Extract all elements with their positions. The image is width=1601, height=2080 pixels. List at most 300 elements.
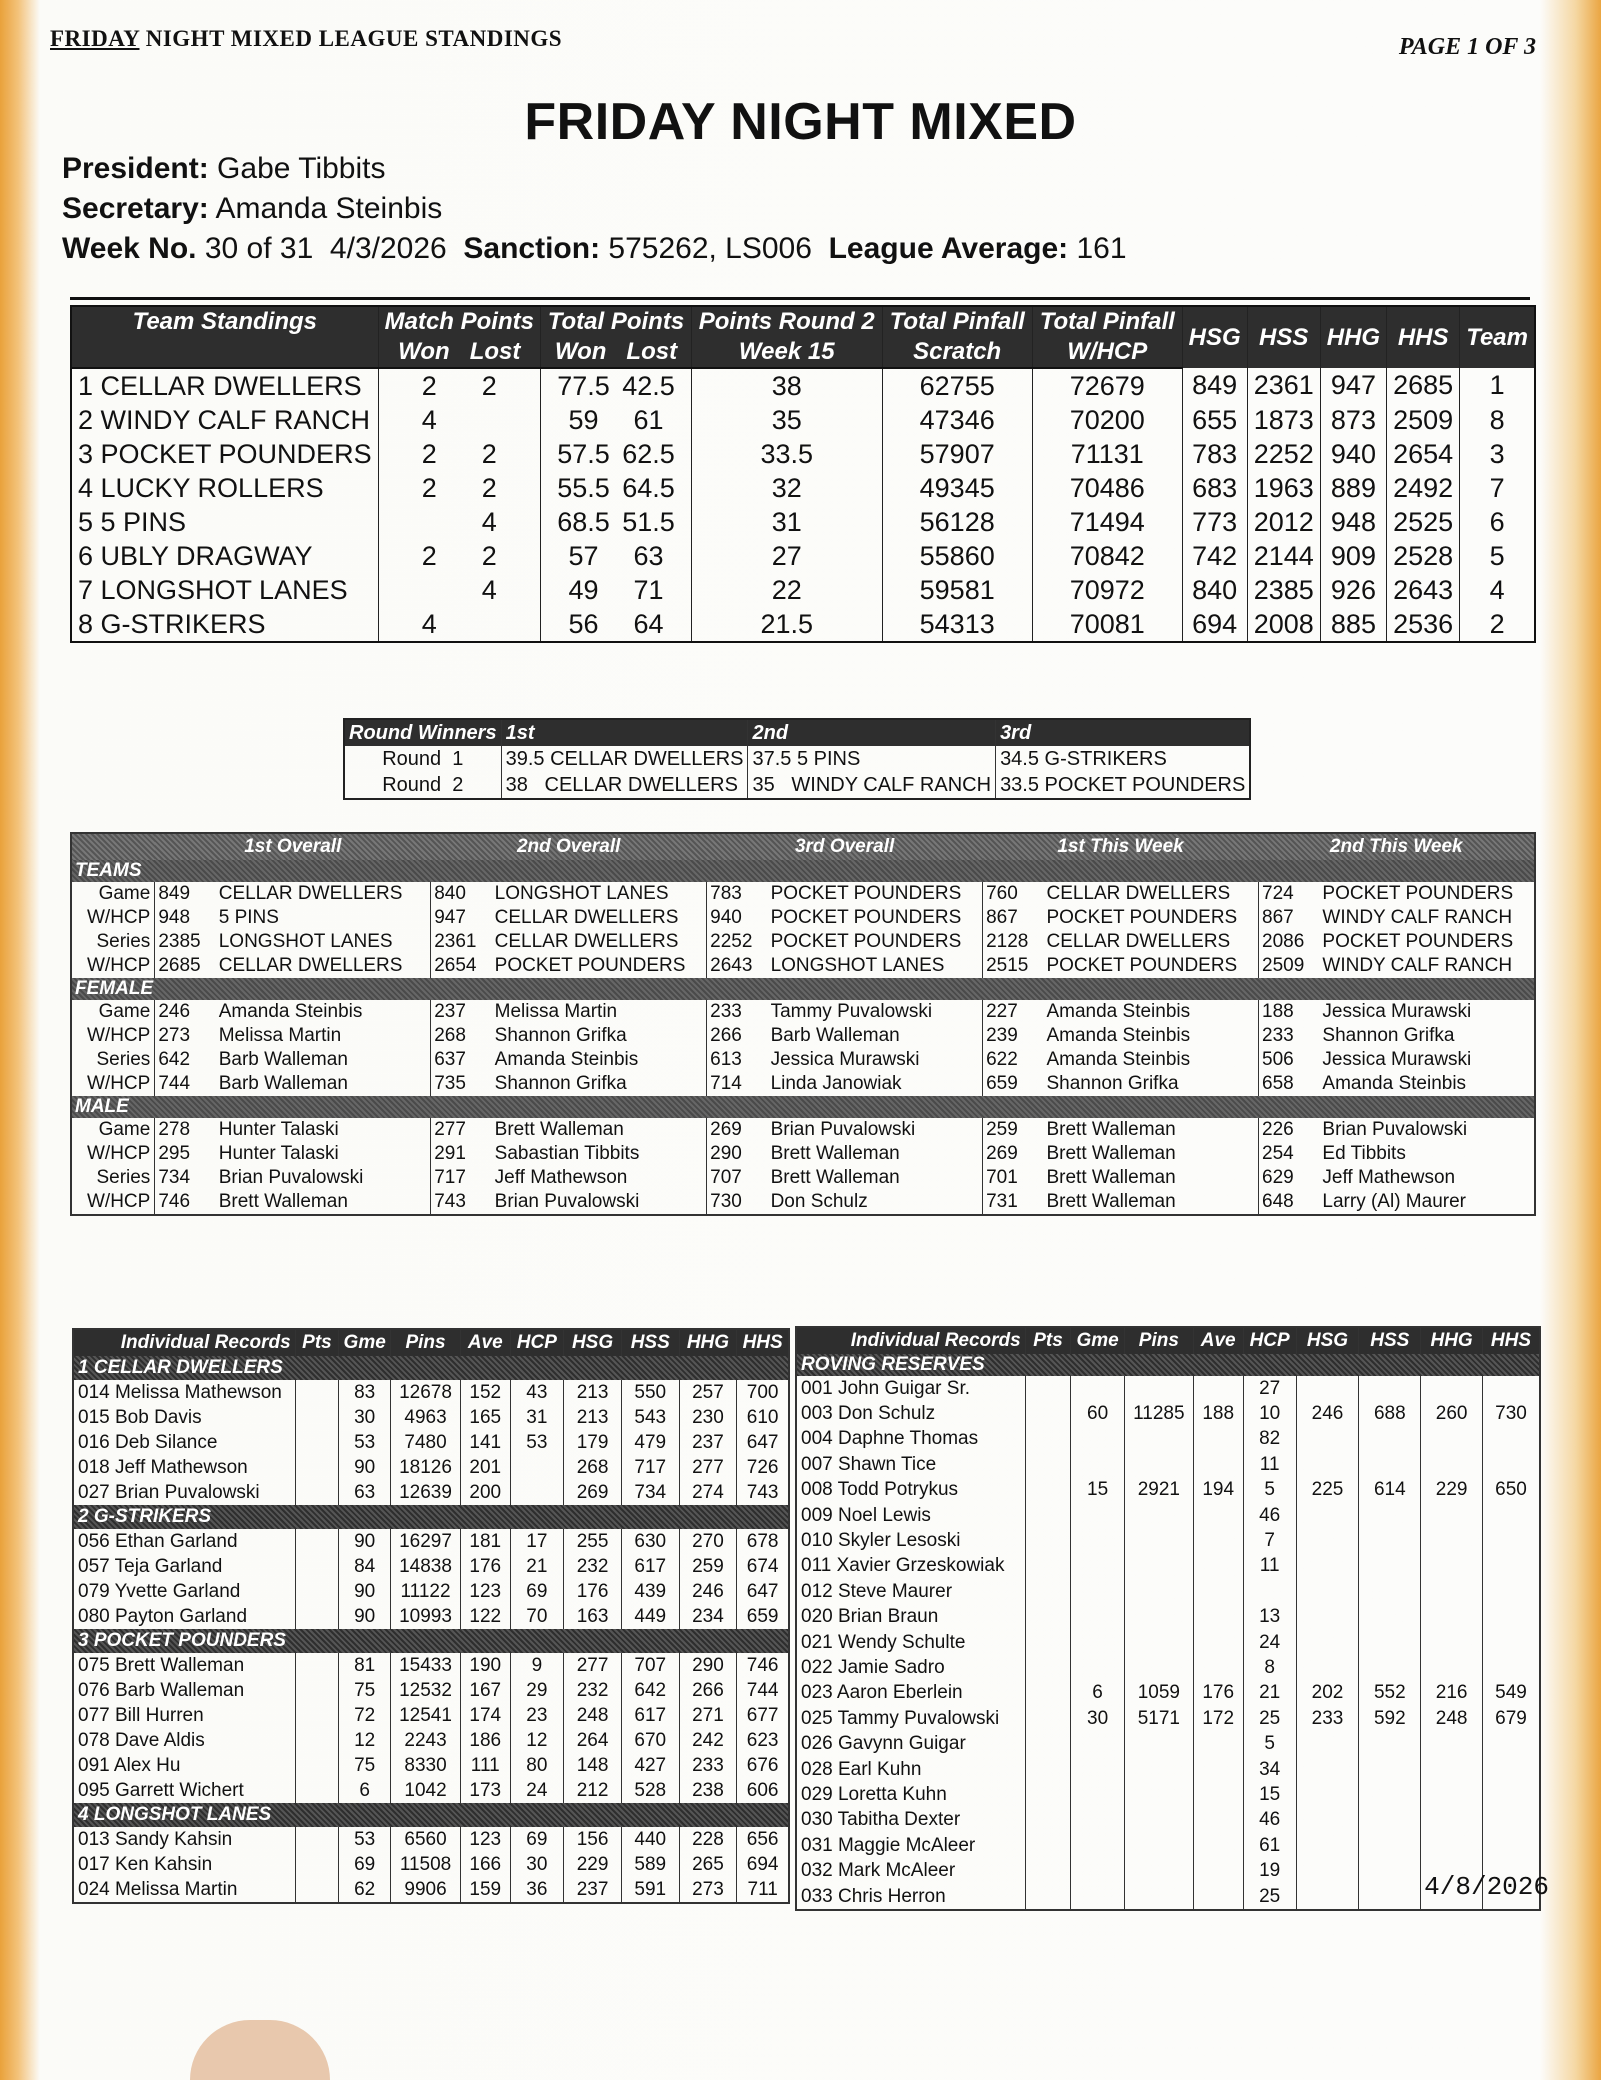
- bowler-stat: 63: [339, 1480, 391, 1505]
- bowler-row: [73, 1480, 789, 1505]
- bowler-row: [73, 1728, 789, 1753]
- individual-records-header: [73, 1329, 789, 1356]
- bowler-stat: 72: [339, 1703, 391, 1728]
- team-name: 8 G-STRIKERS: [78, 608, 266, 639]
- bowler-stat: [295, 1405, 339, 1430]
- bowler-stat: [1482, 1757, 1540, 1782]
- bowler-stat: [1124, 1605, 1193, 1630]
- individual-head: HCP: [510, 1329, 564, 1356]
- records-score: 233: [707, 1000, 768, 1024]
- records-holder: Brett Walleman: [1046, 1119, 1176, 1140]
- standings-tm: 7: [1460, 471, 1535, 505]
- team-name: 3 POCKET POUNDERS: [78, 438, 372, 469]
- team-section-name: 3 POCKET POUNDERS: [73, 1629, 789, 1653]
- bowler-stat: 75: [339, 1753, 391, 1778]
- records-head-spacer: [71, 833, 155, 860]
- team-name: 6 UBLY DRAGWAY: [78, 540, 313, 571]
- bowler-stat: 233: [679, 1753, 737, 1778]
- bowler-stat: 15: [1071, 1478, 1125, 1503]
- standings-scr: 57907: [882, 437, 1032, 471]
- bowler-name: 008 Todd Potrykus: [796, 1478, 1025, 1503]
- records-label: Game: [98, 1001, 151, 1022]
- bowler-name: 029 Loretta Kuhn: [796, 1782, 1025, 1807]
- bowler-stat: 9906: [391, 1877, 461, 1903]
- bowler-stat: 43: [510, 1380, 564, 1405]
- bowler-stat: 12532: [391, 1678, 461, 1703]
- standings-hsg: 849: [1182, 368, 1247, 403]
- records-holder: POCKET POUNDERS: [770, 907, 962, 928]
- bowler-stat: 11285: [1124, 1401, 1193, 1426]
- bowler-name: 027 Brian Puvalowski: [73, 1480, 295, 1505]
- bowler-stat: [1359, 1833, 1421, 1858]
- standings-hhg: 909: [1320, 539, 1386, 573]
- bowler-stat: 694: [737, 1852, 789, 1877]
- standings-head: Points Round 2: [691, 306, 882, 337]
- secretary-line: [62, 192, 442, 226]
- individual-head: Pins: [391, 1329, 461, 1356]
- standings-row: [71, 573, 1535, 607]
- bowler-stat: 277: [564, 1653, 622, 1678]
- records-holder: Jeff Mathewson: [494, 1167, 628, 1188]
- bowler-stat: [295, 1529, 339, 1554]
- standings-hhs: 2643: [1387, 573, 1460, 607]
- bowler-stat: 232: [564, 1554, 622, 1579]
- bowler-stat: [1296, 1605, 1359, 1630]
- bowler-stat: [295, 1604, 339, 1629]
- bowler-stat: 24: [510, 1778, 564, 1803]
- bowler-name: 026 Gavynn Guigar: [796, 1731, 1025, 1756]
- bowler-stat: 90: [339, 1579, 391, 1604]
- records-holder: 5 PINS: [218, 907, 279, 928]
- bowler-stat: [1124, 1554, 1193, 1579]
- individual-head: HSS: [1359, 1327, 1421, 1354]
- bowler-stat: 11: [1243, 1452, 1296, 1477]
- bowler-stat: 21: [1243, 1681, 1296, 1706]
- bowler-row: [796, 1706, 1540, 1731]
- bowler-stat: 670: [621, 1728, 679, 1753]
- individual-records-left: [72, 1328, 790, 1904]
- records-row: [71, 1118, 1535, 1142]
- bowler-row: [796, 1528, 1540, 1553]
- individual-head: HHG: [679, 1329, 737, 1356]
- bowler-stat: [1421, 1605, 1483, 1630]
- bowler-stat: [1025, 1503, 1070, 1528]
- bowler-row: [73, 1703, 789, 1728]
- bowler-name: 001 John Guigar Sr.: [796, 1376, 1025, 1401]
- bowler-row: [73, 1529, 789, 1554]
- bowler-stat: 30: [1071, 1706, 1125, 1731]
- bowler-name: 077 Bill Hurren: [73, 1703, 295, 1728]
- bowler-stat: 688: [1359, 1401, 1421, 1426]
- bowler-stat: 159: [460, 1877, 510, 1903]
- individual-head: Ave: [1193, 1327, 1243, 1354]
- records-score: 744: [155, 1072, 216, 1096]
- records-row: [71, 930, 1535, 954]
- records-holder: LONGSHOT LANES: [494, 883, 669, 904]
- match-points: [378, 403, 540, 437]
- bowler-stat: [1243, 1579, 1296, 1604]
- standings-row: [71, 539, 1535, 573]
- bowler-stat: [1071, 1731, 1125, 1756]
- bowler-stat: 257: [679, 1380, 737, 1405]
- standings-hss: 2361: [1247, 368, 1320, 403]
- bowler-stat: [1124, 1452, 1193, 1477]
- bowler-stat: 678: [737, 1529, 789, 1554]
- bowler-name: 079 Yvette Garland: [73, 1579, 295, 1604]
- bowler-stat: [295, 1678, 339, 1703]
- records-score: 254: [1259, 1142, 1320, 1166]
- bowler-stat: 11508: [391, 1852, 461, 1877]
- standings-hhg: 940: [1320, 437, 1386, 471]
- bowler-stat: 12639: [391, 1480, 461, 1505]
- match-won: 2: [421, 472, 437, 503]
- standings-hss: 1963: [1247, 471, 1320, 505]
- standings-subhead: Won Lost: [540, 337, 691, 368]
- records-score: 707: [707, 1166, 768, 1190]
- league-average-label: League Average:: [828, 232, 1069, 265]
- bowler-stat: 246: [1296, 1401, 1359, 1426]
- records-holder: Brian Puvalowski: [218, 1167, 364, 1188]
- bowler-stat: [1296, 1833, 1359, 1858]
- bowler-name: 033 Chris Herron: [796, 1884, 1025, 1910]
- bowler-stat: 53: [510, 1430, 564, 1455]
- bowler-stat: 202: [1296, 1681, 1359, 1706]
- bowler-stat: 552: [1359, 1681, 1421, 1706]
- bowler-stat: [1193, 1655, 1243, 1680]
- match-won: 4: [421, 608, 437, 639]
- standings-header-row-1: [71, 306, 1535, 337]
- standings-scr: 55860: [882, 539, 1032, 573]
- records-holder: CELLAR DWELLERS: [218, 955, 403, 976]
- bowler-stat: [1359, 1427, 1421, 1452]
- records-label: W/HCP: [86, 955, 151, 976]
- bowler-stat: 274: [679, 1480, 737, 1505]
- bowler-row: [73, 1852, 789, 1877]
- records-table: [70, 832, 1536, 1216]
- bowler-row: [73, 1430, 789, 1455]
- bowler-stat: [1296, 1579, 1359, 1604]
- records-holder: Tammy Puvalowski: [770, 1001, 933, 1022]
- bowler-stat: 188: [1193, 1401, 1243, 1426]
- bowler-name: 009 Noel Lewis: [796, 1503, 1025, 1528]
- bowler-stat: [1193, 1528, 1243, 1553]
- standings-hss: 2144: [1247, 539, 1320, 573]
- records-score: 867: [1259, 906, 1320, 930]
- standings-head: Team Standings: [132, 308, 318, 335]
- bowler-stat: [1025, 1605, 1070, 1630]
- bowler-stat: [295, 1703, 339, 1728]
- standings-hhs: 2685: [1387, 368, 1460, 403]
- round-winners-head: 1st: [501, 719, 748, 746]
- bowler-stat: [1359, 1884, 1421, 1910]
- bowler-stat: 273: [679, 1877, 737, 1903]
- records-holder: POCKET POUNDERS: [494, 955, 686, 976]
- bowler-stat: [1421, 1655, 1483, 1680]
- records-section: [71, 978, 1535, 1000]
- bowler-stat: 69: [510, 1827, 564, 1852]
- records-section-name: TEAMS: [71, 860, 1535, 882]
- bowler-name: 091 Alex Hu: [73, 1753, 295, 1778]
- records-holder: Amanda Steinbis: [1046, 1001, 1191, 1022]
- bowler-stat: [1296, 1554, 1359, 1579]
- bowler-stat: 427: [621, 1753, 679, 1778]
- standings-hcp: 70972: [1032, 573, 1182, 607]
- bowler-stat: 165: [460, 1405, 510, 1430]
- bowler-stat: 11: [1243, 1554, 1296, 1579]
- bowler-stat: 248: [1421, 1706, 1483, 1731]
- bowler-stat: 6560: [391, 1827, 461, 1852]
- league-header-rest: NIGHT MIXED LEAGUE STANDINGS: [139, 26, 563, 51]
- bowler-name: 014 Melissa Mathewson: [73, 1380, 295, 1405]
- records-score: 227: [983, 1000, 1044, 1024]
- bowler-stat: 34: [1243, 1757, 1296, 1782]
- records-holder: POCKET POUNDERS: [1046, 955, 1238, 976]
- bowler-name: 013 Sandy Kahsin: [73, 1827, 295, 1852]
- bowler-stat: 630: [621, 1529, 679, 1554]
- points-lost: 64.5: [622, 472, 675, 503]
- records-holder: CELLAR DWELLERS: [494, 931, 679, 952]
- standings-r2: 35: [691, 403, 882, 437]
- bowler-name: 076 Barb Walleman: [73, 1678, 295, 1703]
- records-holder: Brett Walleman: [1046, 1191, 1176, 1212]
- bowler-stat: 176: [1193, 1681, 1243, 1706]
- bowler-name: 015 Bob Davis: [73, 1405, 295, 1430]
- records-row: [71, 1000, 1535, 1024]
- bowler-stat: [1025, 1528, 1070, 1553]
- team-section: [73, 1505, 789, 1529]
- round-winners-cell: 38 CELLAR DWELLERS: [501, 772, 748, 799]
- bowler-stat: 233: [1296, 1706, 1359, 1731]
- bowler-stat: [1124, 1858, 1193, 1883]
- bowler-stat: 439: [621, 1579, 679, 1604]
- bowler-stat: 592: [1359, 1706, 1421, 1731]
- records-holder: Hunter Talaski: [218, 1143, 339, 1164]
- bowler-stat: [1071, 1630, 1125, 1655]
- bowler-name: 025 Tammy Puvalowski: [796, 1706, 1025, 1731]
- bowler-stat: 268: [564, 1455, 622, 1480]
- records-score: 714: [707, 1072, 768, 1096]
- bowler-stat: [1193, 1579, 1243, 1604]
- bowler-row: [73, 1753, 789, 1778]
- records-holder: WINDY CALF RANCH: [1322, 907, 1513, 928]
- bowler-stat: 90: [339, 1529, 391, 1554]
- bowler-stat: 16297: [391, 1529, 461, 1554]
- bowler-stat: [1482, 1782, 1540, 1807]
- bowler-stat: 174: [460, 1703, 510, 1728]
- bowler-stat: 27: [1243, 1376, 1296, 1401]
- bowler-stat: 8330: [391, 1753, 461, 1778]
- records-holder: Larry (Al) Maurer: [1322, 1191, 1466, 1212]
- records-row: [71, 906, 1535, 930]
- individual-head: HHS: [737, 1329, 789, 1356]
- bowler-stat: [1482, 1808, 1540, 1833]
- bowler-stat: 225: [1296, 1478, 1359, 1503]
- match-points: [378, 437, 540, 471]
- bowler-stat: 123: [460, 1579, 510, 1604]
- individual-head: HSS: [621, 1329, 679, 1356]
- bowler-stat: 744: [737, 1678, 789, 1703]
- bowler-stat: 290: [679, 1653, 737, 1678]
- bowler-row: [73, 1604, 789, 1629]
- team-section-name: ROVING RESERVES: [796, 1354, 1540, 1376]
- bowler-stat: 30: [510, 1852, 564, 1877]
- bowler-stat: 5171: [1124, 1706, 1193, 1731]
- bowler-stat: [1071, 1858, 1125, 1883]
- bowler-stat: [1124, 1528, 1193, 1553]
- bowler-stat: 13: [1243, 1605, 1296, 1630]
- bowler-name: 078 Dave Aldis: [73, 1728, 295, 1753]
- points-won: 59: [568, 404, 599, 435]
- bowler-stat: [1025, 1478, 1070, 1503]
- bowler-stat: [1025, 1452, 1070, 1477]
- records-score: 246: [155, 1000, 216, 1024]
- bowler-stat: 152: [460, 1380, 510, 1405]
- bowler-row: [796, 1833, 1540, 1858]
- bowler-stat: 647: [737, 1579, 789, 1604]
- standings-row: [71, 368, 1535, 403]
- records-holder: CELLAR DWELLERS: [494, 907, 679, 928]
- bowler-stat: 674: [737, 1554, 789, 1579]
- records-holder: Jessica Murawski: [1322, 1049, 1472, 1070]
- bowler-stat: [1421, 1630, 1483, 1655]
- bowler-stat: 238: [679, 1778, 737, 1803]
- bowler-stat: [1193, 1376, 1243, 1401]
- bowler-stat: 734: [621, 1480, 679, 1505]
- match-lost: 4: [481, 574, 497, 605]
- records-score: 760: [983, 882, 1044, 906]
- standings-scr: 56128: [882, 505, 1032, 539]
- bowler-stat: [295, 1380, 339, 1405]
- records-holder: Shannon Grifka: [494, 1073, 627, 1094]
- records-score: 724: [1259, 882, 1320, 906]
- bowler-stat: [1025, 1630, 1070, 1655]
- bowler-stat: 111: [460, 1753, 510, 1778]
- bowler-stat: 610: [737, 1405, 789, 1430]
- bowler-stat: 31: [510, 1405, 564, 1430]
- records-holder: Brett Walleman: [770, 1143, 900, 1164]
- records-score: 188: [1259, 1000, 1320, 1024]
- records-score: 735: [431, 1072, 492, 1096]
- bowler-stat: 15: [1243, 1782, 1296, 1807]
- round-winners-cell: 35 WINDY CALF RANCH: [748, 772, 996, 799]
- bowler-stat: [1193, 1605, 1243, 1630]
- bowler-stat: 270: [679, 1529, 737, 1554]
- bowler-name: 016 Deb Silance: [73, 1430, 295, 1455]
- bowler-stat: [1193, 1731, 1243, 1756]
- records-score: 637: [431, 1048, 492, 1072]
- records-score: 717: [431, 1166, 492, 1190]
- team-name: 1 CELLAR DWELLERS: [78, 370, 362, 401]
- records-holder: Brian Puvalowski: [494, 1191, 640, 1212]
- bowler-stat: [510, 1480, 564, 1505]
- records-head: 1st This Week: [1057, 836, 1184, 857]
- week-line: [62, 232, 1127, 266]
- individual-head: Pts: [1025, 1327, 1070, 1354]
- bowler-stat: 90: [339, 1455, 391, 1480]
- bowler-stat: 69: [510, 1579, 564, 1604]
- bowler-stat: 25: [1243, 1884, 1296, 1910]
- bowler-stat: 1059: [1124, 1681, 1193, 1706]
- standings-hhg: 885: [1320, 607, 1386, 642]
- divider: [70, 297, 1530, 300]
- bowler-stat: [1421, 1554, 1483, 1579]
- bowler-stat: [1359, 1757, 1421, 1782]
- match-points: [378, 573, 540, 607]
- records-row: [71, 1072, 1535, 1096]
- bowler-row: [796, 1655, 1540, 1680]
- bowler-stat: 260: [1421, 1401, 1483, 1426]
- records-label: W/HCP: [86, 907, 151, 928]
- bowler-stat: 81: [339, 1653, 391, 1678]
- records-score: 642: [155, 1048, 216, 1072]
- bowler-stat: [295, 1827, 339, 1852]
- standings-subhead: [71, 337, 378, 368]
- standings-head: HSG: [1182, 306, 1247, 368]
- standings-hcp: 71494: [1032, 505, 1182, 539]
- bowler-stat: 186: [460, 1728, 510, 1753]
- points-lost: 61: [633, 404, 664, 435]
- bowler-stat: [1071, 1579, 1125, 1604]
- bowler-row: [796, 1503, 1540, 1528]
- points-lost: 62.5: [622, 438, 675, 469]
- team-section: [73, 1803, 789, 1827]
- team-section-name: 2 G-STRIKERS: [73, 1505, 789, 1529]
- bowler-stat: 617: [621, 1554, 679, 1579]
- bowler-stat: [1296, 1452, 1359, 1477]
- team-section: [73, 1629, 789, 1653]
- bowler-stat: 700: [737, 1380, 789, 1405]
- bowler-stat: [1482, 1833, 1540, 1858]
- bowler-stat: 269: [564, 1480, 622, 1505]
- records-score: 746: [155, 1190, 216, 1215]
- standings-hsg: 773: [1182, 505, 1247, 539]
- bowler-stat: 61: [1243, 1833, 1296, 1858]
- bowler-row: [796, 1731, 1540, 1756]
- bowler-stat: [1124, 1655, 1193, 1680]
- standings-hhs: 2525: [1387, 505, 1460, 539]
- standings-hhg: 889: [1320, 471, 1386, 505]
- total-points: [540, 539, 691, 573]
- bowler-stat: [1071, 1884, 1125, 1910]
- bowler-stat: [1482, 1427, 1540, 1452]
- total-points: [540, 368, 691, 403]
- standings-tm: 8: [1460, 403, 1535, 437]
- bowler-stat: [1359, 1782, 1421, 1807]
- bowler-stat: [1359, 1858, 1421, 1883]
- bowler-stat: [1482, 1655, 1540, 1680]
- bowler-stat: [1193, 1884, 1243, 1910]
- points-won: 77.5: [557, 370, 610, 401]
- bowler-stat: 163: [564, 1604, 622, 1629]
- records-label: W/HCP: [86, 1025, 151, 1046]
- bowler-stat: [295, 1554, 339, 1579]
- records-holder: Sabastian Tibbits: [494, 1143, 640, 1164]
- bowler-name: 024 Melissa Martin: [73, 1877, 295, 1903]
- individual-head: Pins: [1124, 1327, 1193, 1354]
- standings-hsg: 783: [1182, 437, 1247, 471]
- records-score: 2515: [983, 954, 1044, 978]
- bowler-stat: [295, 1877, 339, 1903]
- bowler-stat: 36: [510, 1877, 564, 1903]
- individual-records-header: [796, 1327, 1540, 1354]
- bowler-stat: 229: [564, 1852, 622, 1877]
- bowler-stat: 201: [460, 1455, 510, 1480]
- bowler-stat: 5: [1243, 1478, 1296, 1503]
- records-score: 295: [155, 1142, 216, 1166]
- records-score: 2509: [1259, 954, 1320, 978]
- bowler-stat: 6: [339, 1778, 391, 1803]
- bowler-stat: [1359, 1376, 1421, 1401]
